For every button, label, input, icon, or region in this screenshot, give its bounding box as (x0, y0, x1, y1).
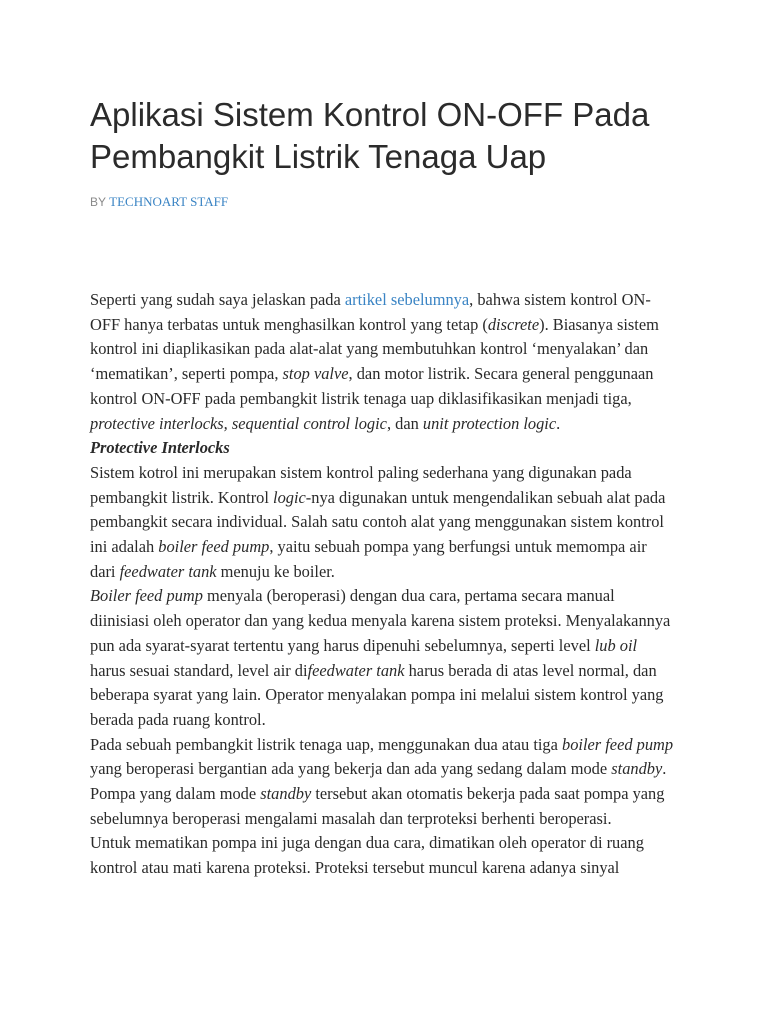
paragraph-shutdown: Untuk mematikan pompa ini juga dengan dua cara, dimatikan oleh operator di ruang kontrol atau mati karena proteksi. Proteksi tersebut muncul karena adanya sinyal (90, 833, 644, 878)
article-body (90, 288, 675, 881)
paragraph-boiler-feed-pump: Boiler feed pump menyala (beroperasi) dengan dua cara, pertama secara manual diinisiasi oleh operator dan yang kedua menyala karena sistem proteksi. Menyalakannya pun ada syarat-syarat tertentu yang harus dipenuhi sebelumnya, seperti level lub oil harus sesuai standard, level air difeedwater tank harus berada di atas level normal, dan beberapa syarat yang lain. Operator menyalakan pompa ini melalui sistem kontrol yang berada pada ruang kontrol. (90, 586, 671, 729)
article-title: Aplikasi Sistem Kontrol ON-OFF Pada Pembangkit Listrik Tenaga Uap (90, 96, 650, 175)
author-link[interactable]: TECHNOART STAFF (109, 194, 229, 209)
paragraph-standby: Pada sebuah pembangkit listrik tenaga uap, menggunakan dua atau tiga boiler feed pump yang beroperasi bergantian ada yang bekerja dan ada yang sedang dalam mode standby. Pompa yang dalam mode standby tersebut akan otomatis bekerja pada saat pompa yang sebelumnya beroperasi mengalami masalah dan terproteksi berhenti beroperasi. (90, 734, 674, 828)
byline-prefix: BY (90, 195, 106, 209)
paragraph-protective-interlocks: Sistem kotrol ini merupakan sistem kontrol paling sederhana yang digunakan pada pembangkit listrik. Kontrol logic-nya digunakan untuk mengendalikan sebuah alat pada pembangkit secara individual. Salah satu contoh alat yang menggunakan sistem kontrol ini adalah boiler feed pump, yaitu sebuah pompa yang berfungsi untuk memompa air dari feedwater tank menuju ke boiler. (90, 462, 666, 581)
section-heading-protective-interlocks: Protective Interlocks (90, 438, 230, 458)
paragraph-intro: Seperti yang sudah saya jelaskan pada artikel sebelumnya, bahwa sistem kontrol ON-OFF hanya terbatas untuk menghasilkan kontrol yang tetap (discrete). Biasanya sistem kontrol ini diaplikasikan pada alat-alat yang membutuhkan kontrol ‘menyalakan’ dan ‘mematikan’, seperti pompa, stop valve, dan motor listrik. Secara general penggunaan kontrol ON-OFF pada pembangkit listrik tenaga uap diklasifikasikan menjadi tiga, protective interlocks, sequential control logic, dan unit protection logic. (90, 290, 659, 433)
previous-article-link[interactable]: artikel sebelumnya (344, 290, 470, 309)
byline (90, 194, 228, 210)
